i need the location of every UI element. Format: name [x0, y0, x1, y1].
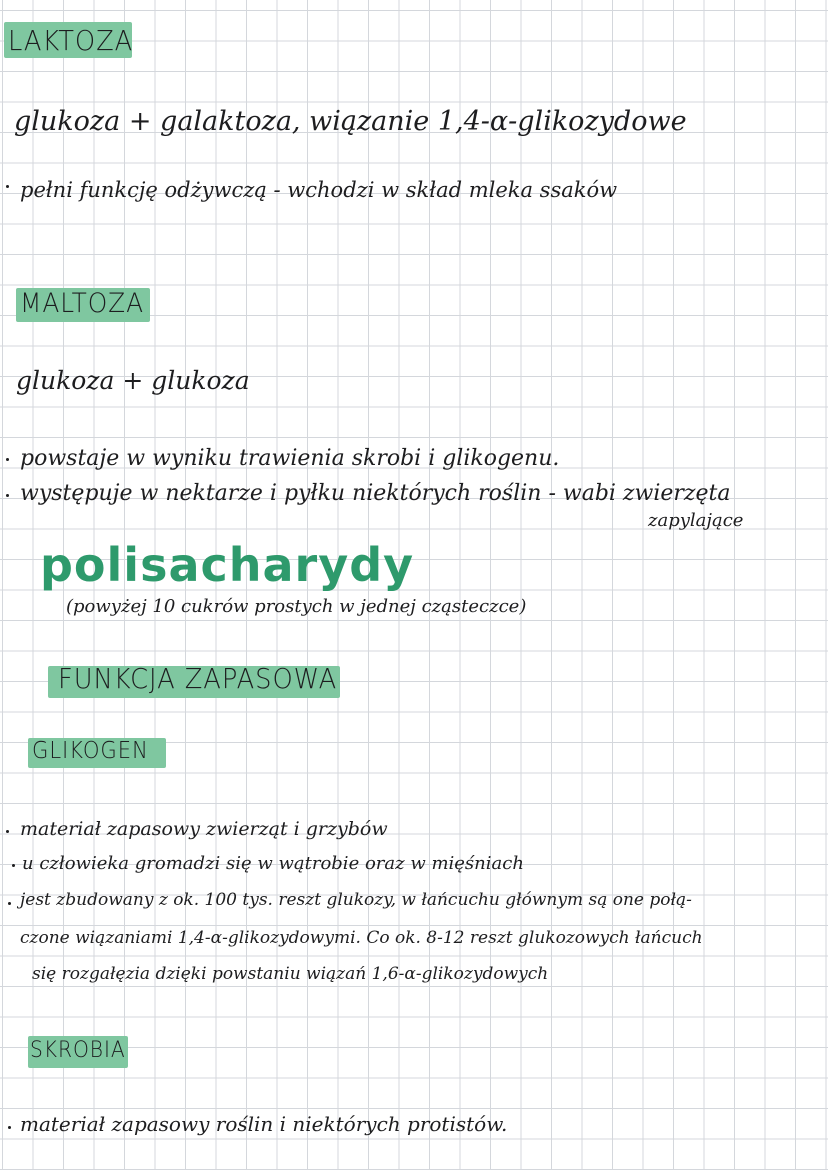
bullet-dot: [12, 864, 15, 867]
polisacharydy-title: polisacharydy: [40, 538, 415, 592]
maltoza-formula: glukoza + glukoza: [16, 366, 250, 395]
laktoza-bullet-1: pełni funkcję odżywczą - wchodzi w skład mleka ssaków: [20, 178, 618, 202]
glikogen-bullet-2: u człowieka gromadzi się w wątrobie oraz w mięśniach: [22, 853, 524, 874]
heading-skrobia: SKROBIA: [30, 1038, 126, 1063]
maltoza-bullet-1: powstaje w wyniku trawienia skrobi i glikogenu.: [20, 446, 560, 471]
bullet-dot: [6, 830, 9, 833]
maltoza-bullet-2-cont: zapylające: [648, 510, 744, 531]
glikogen-bullet-3-line-3: się rozgałęzia dzięki powstaniu wiązań 1,6-α-glikozydowych: [32, 964, 549, 984]
heading-laktoza: LAKTOZA: [8, 24, 134, 57]
bullet-dot: [6, 458, 9, 461]
glikogen-bullet-3-line-2: czone wiązaniami 1,4-α-glikozydowymi. Co ok. 8-12 reszt glukozowych łańcuch: [20, 928, 703, 948]
bullet-dot: [6, 185, 9, 188]
bullet-dot: [6, 494, 9, 497]
glikogen-bullet-3-line-1: jest zbudowany z ok. 100 tys. reszt glukozy, w łańcuchu głównym są one połą-: [20, 890, 692, 910]
laktoza-formula: glukoza + galaktoza, wiązanie 1,4-α-glikozydowe: [14, 106, 687, 137]
bullet-dot: [8, 902, 11, 905]
heading-glikogen: GLIKOGEN: [32, 738, 149, 764]
polisacharydy-subtitle: (powyżej 10 cukrów prostych w jednej cząsteczce): [66, 596, 527, 617]
maltoza-bullet-2: występuje w nektarze i pyłku niektórych roślin - wabi zwierzęta: [20, 481, 731, 506]
skrobia-bullet-1: materiał zapasowy roślin i niektórych protistów.: [20, 1112, 508, 1136]
heading-maltoza: MALTOZA: [20, 288, 145, 319]
bullet-dot: [8, 1126, 11, 1129]
glikogen-bullet-1: materiał zapasowy zwierząt i grzybów: [20, 818, 388, 840]
heading-funkcja-zapasowa: FUNKCJA ZAPASOWA: [58, 662, 338, 695]
